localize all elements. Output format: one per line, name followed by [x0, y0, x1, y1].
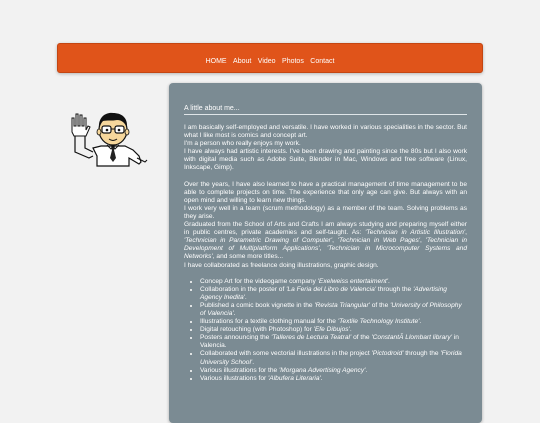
cartoon-avatar-waving-icon: [67, 108, 157, 170]
about-text-line: , and some more titles...: [212, 253, 284, 261]
list-item: • Digital retouching (with Photoshop) for 'Efe Dibujos'.: [200, 326, 467, 334]
nav-contact-link[interactable]: Contact: [310, 58, 335, 65]
about-text-line: I am basically self-employed and versatile. I have worked in various specialities in the sector. But what I like most is comics and concept art.: [184, 124, 467, 140]
list-item: • Various illustrations for the 'Morgana Advertising Agency'.: [200, 367, 467, 375]
list-item: • Collaboration in the poster of 'La Feria del Libro de Valencia' through the 'Advertising Agency Inedita'.: [200, 286, 467, 302]
nav-about-link[interactable]: About: [233, 58, 252, 65]
about-paragraph-2: Over the years, I have also learned to have a practical management of time management to be able to complete projects on time. The experience that only age can give. But always with an open mind and willing to learn new things. I work very well in a team (scrum methodology) as a member of the team. Solving problems as they arise. Graduated from the School of Arts and Crafts I am always studying and preparing myself either in public centres, private academies and self-taught. As: 'Technician in Artistic Illustration', 'Technician in Parametric Drawing of Computer', 'Technician in Web Pages', 'Technician in Development of Multiplatform Applications', 'Technician in Microcomputer Systems and Networks', and some more titles... I have collaborated as freelance doing illustrations, graphic design.: [184, 180, 468, 269]
list-item: • Illustrations for a textile clothing manual for the 'Textile Technology Institute'.: [200, 318, 467, 326]
list-item: • Concep Art for the videogame company 'Exelweiss entertaiment'.: [200, 278, 467, 286]
top-navigation-bar: [57, 43, 483, 73]
nav-home-link[interactable]: HOME: [205, 58, 227, 65]
list-item: • Collaborated with some vectorial illustrations in the project 'Pictodroid' through the 'Florida University School'.: [200, 350, 467, 366]
about-text-line: I have always had artistic interests. I've been drawing and painting since the 80s but I also work with digital media such as Adobe Suite, Blender in Mac, Windows and free software (Linux, Inkscape, Gimp).: [184, 148, 467, 172]
about-text-line: I work very well in a team (scrum methodology) as a member of the team. Solving problems as they arise.: [184, 204, 467, 220]
about-paragraph-1: [184, 124, 467, 173]
title-parametric-drawing: 'Technician in Parametric Drawing of Computer': [184, 237, 333, 245]
collaborations-list: [184, 278, 467, 383]
list-item: • Various illustrations for 'Albufera Literaria'.: [200, 375, 467, 383]
about-text-line: Over the years, I have also learned to have a practical management of time management to be able to complete projects on time. The experience that only age can give. But always with an open mind and willing to learn new things.: [184, 180, 467, 204]
list-item: • Published a comic book vignette in the 'Revista Triangular' of the 'University of Philosophy of Valencia'.: [200, 302, 467, 318]
list-item: • Posters announcing the 'Talleres de Lectura Teatral' of the 'ConstantÃ Llombart library' in Valencia.: [200, 334, 467, 350]
nav-video-link[interactable]: Video: [257, 58, 276, 65]
nav-photos-link[interactable]: Photos: [282, 58, 304, 65]
about-content-panel: [169, 83, 482, 423]
about-text-line: I'm a person who really enjoys my work.: [184, 140, 301, 148]
about-text-line: Graduated from the School of Arts and Crafts I am always studying and preparing myself either in public centres, private academies and self-taught. As:: [184, 221, 467, 237]
title-multiplatform-apps: 'Technician in Development of Multiplatform Applications': [184, 237, 467, 253]
about-text-line: I have collaborated as freelance doing illustrations, graphic design.: [184, 261, 379, 269]
title-web-pages: 'Technician in Web Pages': [337, 237, 420, 245]
title-artistic-illustration: 'Technician in Artistic Illustration': [365, 229, 466, 237]
title-microcomputer-systems: 'Technician in Microcomputer Systems and Networks': [184, 245, 467, 261]
about-heading: A little about me...: [184, 105, 467, 115]
